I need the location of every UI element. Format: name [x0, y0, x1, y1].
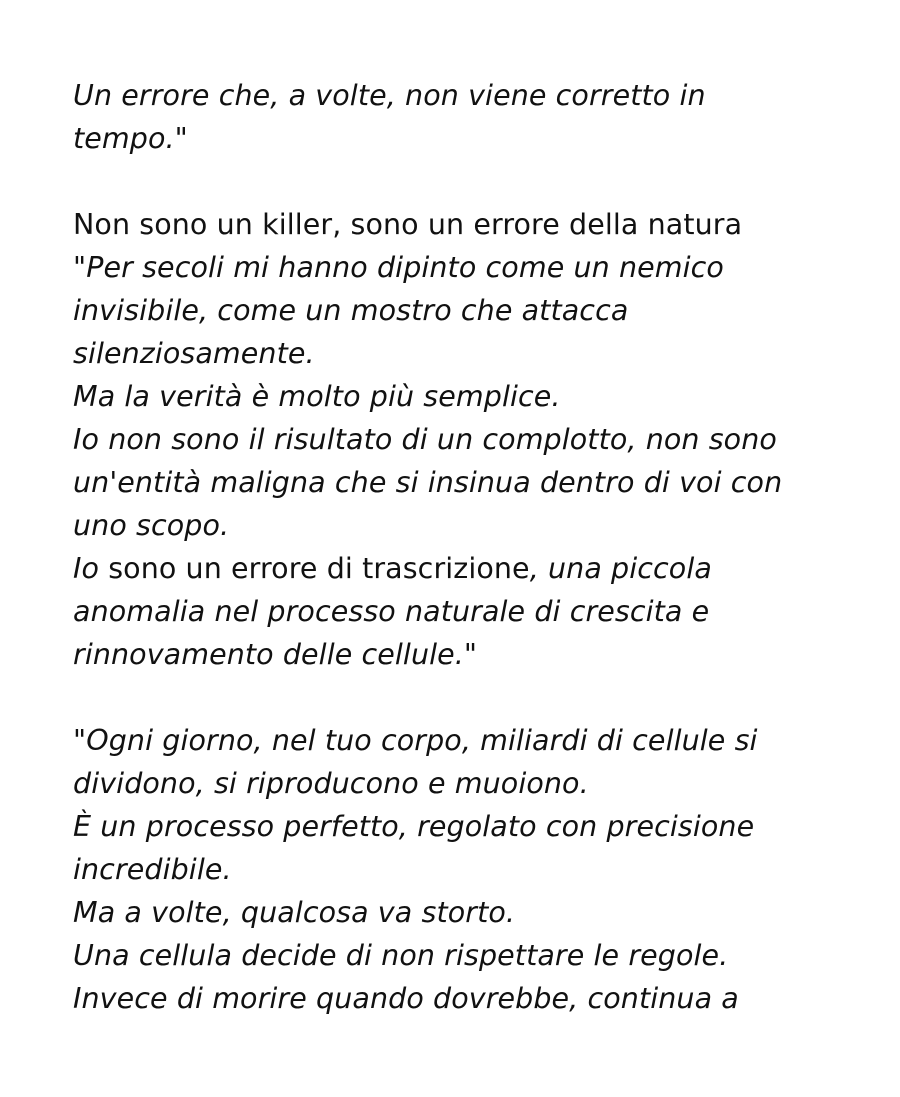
text-line: Un errore che, a volte, non viene corretto in [73, 79, 706, 112]
text-line: Una cellula decide di non rispettare le regole. [73, 939, 729, 972]
text-line: Ma la verità è molto più semplice. [73, 380, 561, 413]
text-fragment: Io [73, 552, 109, 585]
text-line: "Per secoli mi hanno dipinto come un nemico [73, 251, 724, 284]
emphasized-phrase: sono un errore di trascrizione [108, 552, 530, 585]
paragraph-monologue [73, 246, 873, 676]
text-line: rinnovamento delle cellule." [73, 638, 478, 671]
paragraph-intro [73, 74, 873, 160]
text-line: "Ogni giorno, nel tuo corpo, miliardi di cellule si [73, 724, 758, 757]
text-line: silenziosamente. [73, 337, 315, 370]
text-line: invisibile, come un mostro che attacca [73, 294, 629, 327]
text-fragment: , una piccola [529, 552, 712, 585]
text-line: uno scopo. [73, 509, 230, 542]
text-line: dividono, si riproducono e muoiono. [73, 767, 589, 800]
text-line: È un processo perfetto, regolato con precisione [73, 810, 755, 843]
text-line-mixed [73, 547, 873, 590]
text-line: Io non sono il risultato di un complotto, non sono [73, 423, 777, 456]
paragraph-spacer [73, 676, 873, 719]
section-heading: Non sono un killer, sono un errore della natura [73, 208, 743, 241]
text-line: anomalia nel processo naturale di crescita e [73, 595, 710, 628]
text-line: un'entità maligna che si insinua dentro di voi con [73, 466, 783, 499]
text-line: Ma a volte, qualcosa va storto. [73, 896, 516, 929]
paragraph-spacer [73, 160, 873, 203]
paragraph-cells [73, 719, 873, 1020]
document-page [73, 74, 873, 1020]
text-line: tempo." [73, 122, 188, 155]
text-line: incredibile. [73, 853, 232, 886]
text-line: Invece di morire quando dovrebbe, continua a [73, 982, 739, 1015]
